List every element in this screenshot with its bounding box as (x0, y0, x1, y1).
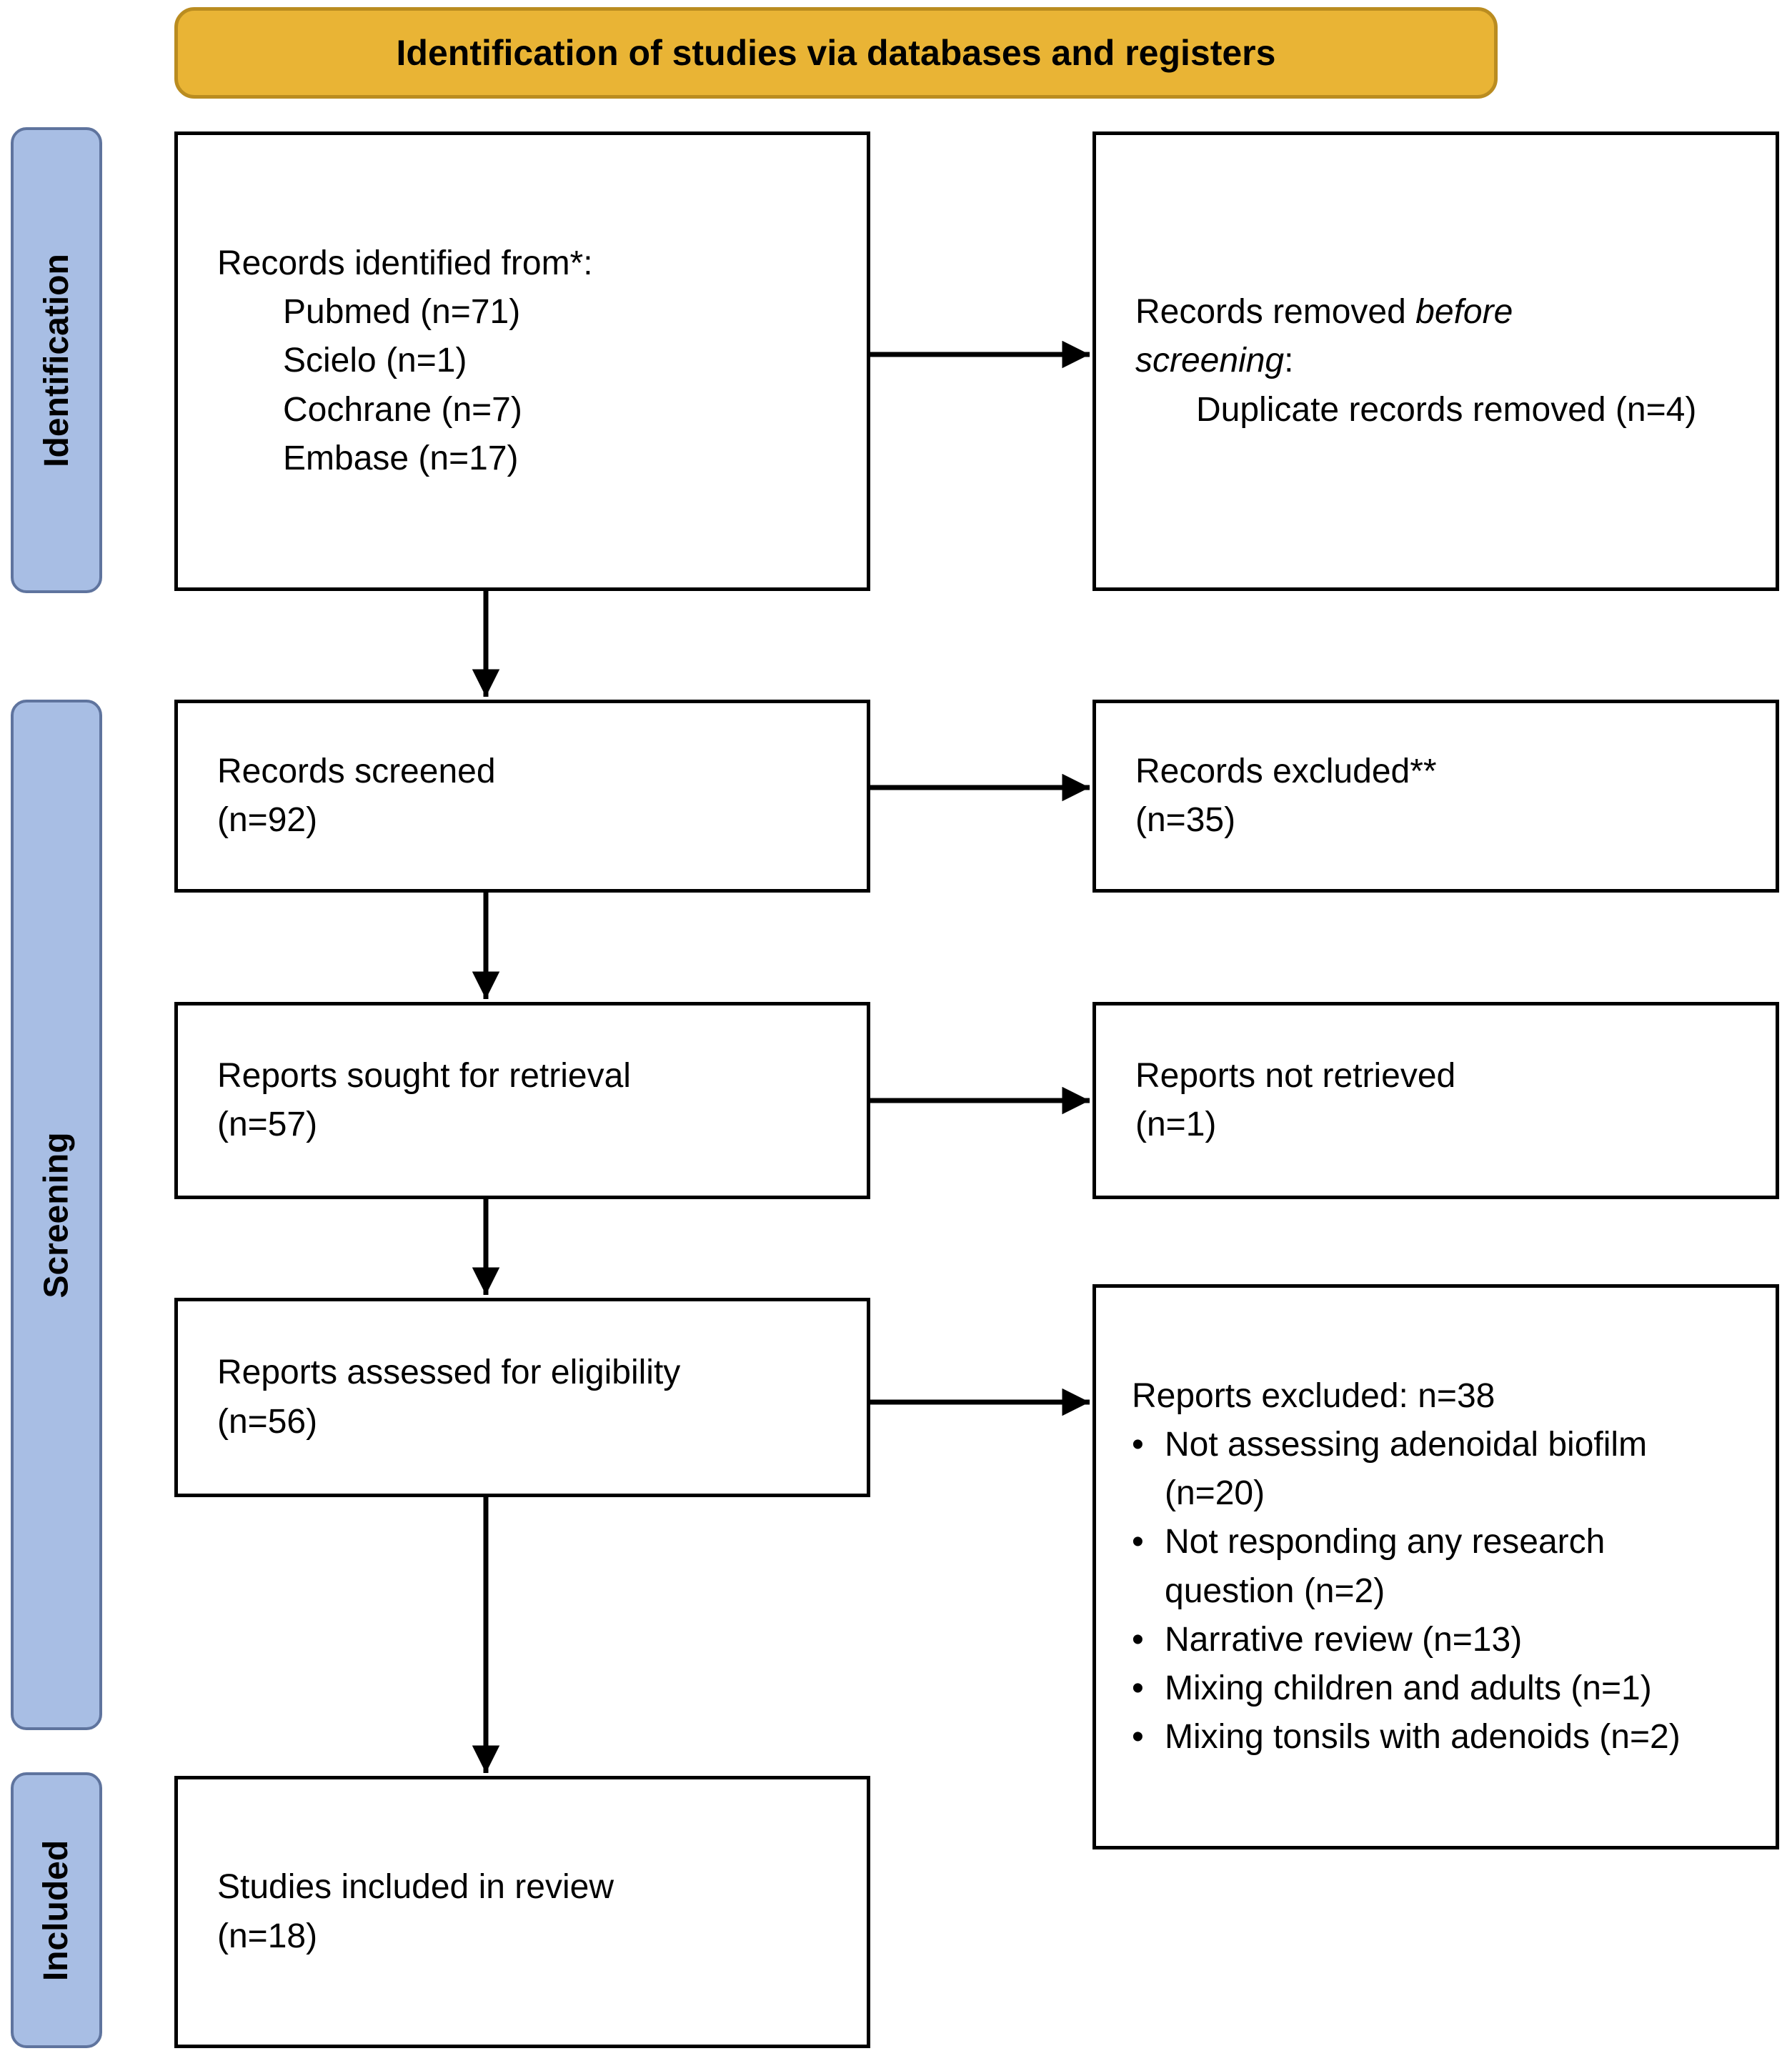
studies-included-count: (n=18) (217, 1917, 318, 1955)
records-screened-count: (n=92) (217, 801, 318, 839)
stage-label-screening (11, 700, 102, 1730)
reports-excluded-reason (1132, 1616, 1747, 1664)
box-reports-sought (174, 1002, 870, 1199)
stage-label-screening-text: Screening (37, 1131, 76, 1298)
banner-title: Identification of studies via databases and registers (396, 33, 1276, 73)
reports-excluded-reason-text: • Not responding any research question (n=2) (1165, 1523, 1606, 1610)
reports-excluded-title: Reports excluded: n=38 (1132, 1376, 1495, 1415)
records-removed-title-italic: before screening (1135, 293, 1513, 380)
reports-excluded-reason (1132, 1713, 1747, 1762)
reports-assessed-line1: Reports assessed for eligibility (217, 1354, 681, 1392)
reports-sought-count: (n=57) (217, 1106, 318, 1143)
box-records-removed (1092, 131, 1779, 591)
records-identified-source-scielo: Scielo (n=1) (283, 342, 467, 380)
box-studies-included (174, 1776, 870, 2048)
reports-not-retrieved-line1: Reports not retrieved (1135, 1056, 1456, 1095)
records-excluded-line1: Records excluded** (1135, 752, 1437, 790)
stage-label-identification-text: Identification (37, 253, 76, 467)
records-identified-source-pubmed: Pubmed (n=71) (283, 293, 521, 332)
stage-label-identification (11, 127, 102, 593)
records-identified-title: Records identified from*: (217, 244, 593, 283)
reports-excluded-reason (1132, 1421, 1747, 1518)
reports-sought-line1: Reports sought for retrieval (217, 1056, 631, 1095)
box-reports-excluded-reasons (1092, 1284, 1779, 1849)
studies-included-line1: Studies included in review (217, 1868, 614, 1907)
reports-excluded-reason-text: • Mixing children and adults (n=1) (1165, 1669, 1652, 1707)
box-records-identified (174, 131, 870, 591)
records-identified-source-cochrane: Cochrane (n=7) (283, 390, 522, 429)
banner (174, 7, 1498, 99)
records-screened-line1: Records screened (217, 752, 496, 790)
box-records-screened (174, 700, 870, 893)
records-excluded-count: (n=35) (1135, 801, 1236, 839)
reports-not-retrieved-count: (n=1) (1135, 1106, 1217, 1143)
records-removed-title-suffix: : (1284, 342, 1294, 380)
reports-excluded-reason (1132, 1664, 1747, 1713)
box-records-excluded (1092, 700, 1779, 893)
reports-excluded-reason (1132, 1518, 1747, 1615)
box-reports-assessed (174, 1298, 870, 1497)
reports-excluded-reason-text: • Narrative review (n=13) (1165, 1620, 1523, 1659)
records-removed-title (1135, 288, 1678, 385)
records-identified-source-embase: Embase (n=17) (283, 439, 519, 477)
reports-excluded-reason-text: • Mixing tonsils with adenoids (n=2) (1165, 1717, 1681, 1756)
box-reports-not-retrieved (1092, 1002, 1779, 1199)
records-removed-item: Duplicate records removed (n=4) (1196, 390, 1697, 429)
reports-assessed-count: (n=56) (217, 1402, 318, 1441)
records-removed-title-prefix: Records removed (1135, 293, 1406, 332)
reports-excluded-reason-text: • Not assessing adenoidal biofilm (n=20) (1165, 1426, 1648, 1513)
stage-label-included (11, 1772, 102, 2048)
stage-label-included-text: Included (37, 1839, 76, 1981)
